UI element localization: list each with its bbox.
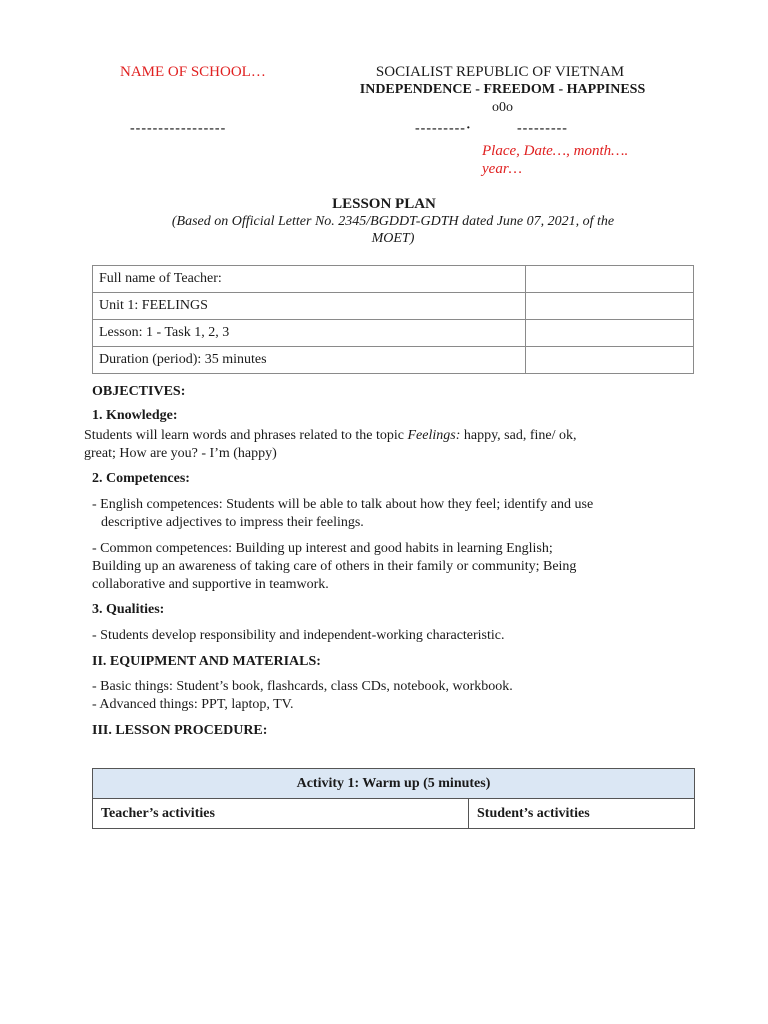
qualities-text: - Students develop responsibility and independent-working characteristic. bbox=[92, 628, 505, 643]
activity-title: Activity 1: Warm up (5 minutes) bbox=[93, 769, 695, 799]
knowledge-text-post: happy, sad, fine/ ok, bbox=[460, 428, 577, 443]
lesson-info-table bbox=[92, 265, 694, 374]
common-competences-line1: - Common competences: Building up interest and good habits in learning English; bbox=[92, 541, 553, 556]
motto-divider-left: ---------· bbox=[415, 121, 472, 136]
subtitle-line1: (Based on Official Letter No. 2345/BGDDT-GDTH dated June 07, 2021, of the bbox=[171, 214, 615, 229]
place-date-line1: Place, Date…, month…. bbox=[482, 143, 629, 159]
lesson-value bbox=[526, 320, 694, 347]
country-name: SOCIALIST REPUBLIC OF VIETNAM bbox=[375, 64, 625, 80]
unit-label: Unit 1: FEELINGS bbox=[93, 293, 526, 320]
motto-divider-right: --------- bbox=[517, 121, 568, 136]
school-name: NAME OF SCHOOL… bbox=[120, 64, 266, 80]
knowledge-text-line2: great; How are you? - I’m (happy) bbox=[84, 446, 277, 461]
qualities-heading: 3. Qualities: bbox=[92, 602, 165, 617]
equipment-advanced: - Advanced things: PPT, laptop, TV. bbox=[92, 697, 294, 712]
table-row bbox=[93, 293, 694, 320]
duration-label: Duration (period): 35 minutes bbox=[93, 347, 526, 374]
knowledge-text-pre: Students will learn words and phrases related to the topic bbox=[84, 428, 408, 443]
table-row bbox=[93, 320, 694, 347]
common-competences-line2: Building up an awareness of taking care of others in their family or community; Being bbox=[92, 559, 577, 574]
subtitle-line2: MOET) bbox=[371, 231, 415, 246]
table-row bbox=[93, 799, 695, 829]
procedure-heading: III. LESSON PROCEDURE: bbox=[92, 723, 268, 738]
table-row bbox=[93, 266, 694, 293]
national-motto: INDEPENDENCE - FREEDOM - HAPPINESS bbox=[359, 82, 646, 97]
equipment-basic: - Basic things: Student’s book, flashcards, class CDs, notebook, workbook. bbox=[92, 679, 513, 694]
lesson-label: Lesson: 1 - Task 1, 2, 3 bbox=[93, 320, 526, 347]
teacher-activities-header: Teacher’s activities bbox=[93, 799, 469, 829]
student-activities-header: Student’s activities bbox=[469, 799, 695, 829]
knowledge-text-line1 bbox=[84, 427, 576, 445]
ornament: o0o bbox=[492, 100, 513, 115]
activity-table bbox=[92, 768, 695, 829]
knowledge-heading: 1. Knowledge: bbox=[92, 408, 178, 423]
english-competences-line1: - English competences: Students will be able to talk about how they feel; identify and use bbox=[92, 497, 594, 512]
page-title: LESSON PLAN bbox=[332, 196, 436, 212]
teacher-name-label: Full name of Teacher: bbox=[93, 266, 526, 293]
common-competences-line3: collaborative and supportive in teamwork. bbox=[92, 577, 329, 592]
duration-value bbox=[526, 347, 694, 374]
table-row bbox=[93, 769, 695, 799]
place-date-line2: year… bbox=[482, 161, 522, 177]
unit-value bbox=[526, 293, 694, 320]
school-divider: ----------------- bbox=[130, 121, 227, 136]
competences-heading: 2. Competences: bbox=[92, 471, 190, 486]
topic-feelings: Feelings: bbox=[407, 428, 461, 443]
teacher-name-value bbox=[526, 266, 694, 293]
table-row bbox=[93, 347, 694, 374]
english-competences-line2: descriptive adjectives to impress their feelings. bbox=[101, 515, 364, 530]
objectives-heading: OBJECTIVES: bbox=[92, 384, 186, 399]
equipment-heading: II. EQUIPMENT AND MATERIALS: bbox=[92, 654, 321, 669]
